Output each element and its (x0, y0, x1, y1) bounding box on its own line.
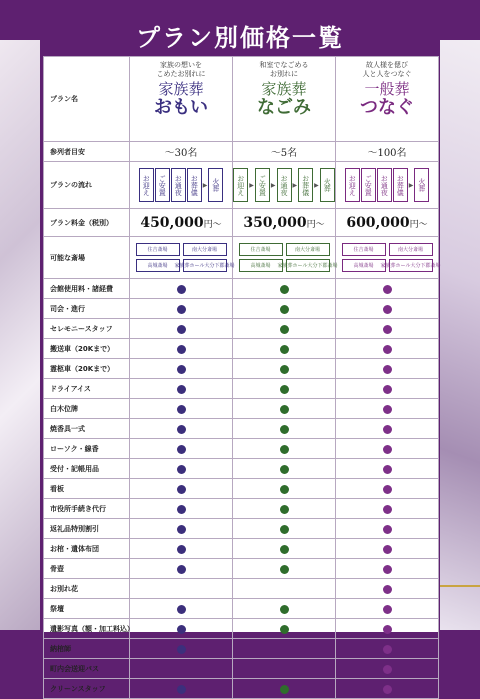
flow-omoi (130, 162, 233, 209)
included-dot-icon (280, 345, 289, 354)
arrow-right-icon: ▶ (408, 181, 414, 189)
arrow-right-icon: ▶ (292, 181, 298, 189)
plan-name: おもい (154, 97, 208, 118)
flow-step: お葬儀 (298, 168, 313, 202)
service-cell-nagomi (233, 639, 336, 659)
service-cell-tsunagu (336, 339, 439, 359)
included-dot-icon (280, 685, 289, 694)
included-dot-icon (177, 405, 186, 414)
price-comparison-table (43, 56, 439, 699)
service-cell-nagomi (233, 359, 336, 379)
arrow-right-icon: ▶ (270, 181, 276, 189)
included-dot-icon (383, 325, 392, 334)
service-cell-tsunagu (336, 419, 439, 439)
included-dot-icon (383, 685, 392, 694)
service-cell-nagomi (233, 499, 336, 519)
service-cell-tsunagu (336, 299, 439, 319)
included-dot-icon (177, 685, 186, 694)
row-label-plan-name: プラン名 (44, 57, 130, 142)
service-cell-tsunagu (336, 279, 439, 299)
service-cell-tsunagu (336, 479, 439, 499)
service-cell-omoi (130, 599, 233, 619)
service-cell-omoi (130, 399, 233, 419)
plan-subtitle: 人と人をつなぐ (362, 70, 412, 78)
included-dot-icon (280, 545, 289, 554)
service-name: お棺・遺体布団 (44, 539, 130, 559)
service-cell-omoi (130, 419, 233, 439)
service-cell-tsunagu (336, 659, 439, 679)
price-table-sheet (43, 56, 441, 693)
service-cell-nagomi (233, 559, 336, 579)
plan-type: 家族葬 (261, 80, 307, 98)
price-suffix: 円〜 (203, 219, 222, 230)
service-cell-tsunagu (336, 379, 439, 399)
plan-name-row (44, 57, 439, 142)
service-row (44, 499, 439, 519)
included-dot-icon (280, 305, 289, 314)
service-name: お別れ花 (44, 579, 130, 599)
service-row (44, 679, 439, 699)
service-name: ドライアイス (44, 379, 130, 399)
service-cell-tsunagu (336, 459, 439, 479)
flow-row (44, 162, 439, 209)
price-row (44, 209, 439, 237)
service-cell-tsunagu (336, 399, 439, 419)
included-dot-icon (280, 485, 289, 494)
service-row (44, 639, 439, 659)
service-cell-nagomi (233, 459, 336, 479)
flow-step: お迎え (233, 168, 248, 202)
venue-badge: 高城斎場 (342, 259, 386, 272)
venue-badge: 高城斎場 (136, 259, 180, 272)
included-dot-icon (177, 525, 186, 534)
included-dot-icon (383, 605, 392, 614)
service-cell-nagomi (233, 619, 336, 639)
flow-step: ご安置 (155, 168, 170, 202)
included-dot-icon (280, 285, 289, 294)
venue-badge: 住吉斎場 (136, 243, 180, 256)
service-cell-nagomi (233, 279, 336, 299)
service-cell-nagomi (233, 479, 336, 499)
service-name: 焼香具一式 (44, 419, 130, 439)
flow-nagomi (233, 162, 336, 209)
venue-badge: 南大分斎場 (286, 243, 330, 256)
included-dot-icon (280, 405, 289, 414)
flow-step: ご安置 (255, 168, 270, 202)
service-row (44, 339, 439, 359)
row-label-venues: 可能な斎場 (44, 237, 130, 279)
service-cell-tsunagu (336, 559, 439, 579)
service-cell-tsunagu (336, 579, 439, 599)
plan-header-omoi (130, 57, 233, 142)
included-dot-icon (280, 465, 289, 474)
flow-step: 火葬 (208, 168, 223, 202)
price-suffix: 円〜 (409, 219, 428, 230)
service-row (44, 599, 439, 619)
service-cell-tsunagu (336, 319, 439, 339)
service-cell-omoi (130, 539, 233, 559)
service-cell-omoi (130, 479, 233, 499)
included-dot-icon (383, 425, 392, 434)
included-dot-icon (177, 385, 186, 394)
service-cell-nagomi (233, 659, 336, 679)
service-row (44, 459, 439, 479)
included-dot-icon (177, 305, 186, 314)
flow-step: お葬儀 (393, 168, 408, 202)
service-name: 搬送車（20Kまで） (44, 339, 130, 359)
service-row (44, 439, 439, 459)
price-value: 600,000 (346, 214, 410, 231)
service-cell-tsunagu (336, 539, 439, 559)
service-name: 看板 (44, 479, 130, 499)
included-dot-icon (177, 365, 186, 374)
venue-badge: 高城斎場 (239, 259, 283, 272)
flow-step: お通夜 (377, 168, 392, 202)
included-dot-icon (383, 505, 392, 514)
service-row (44, 319, 439, 339)
included-dot-icon (383, 445, 392, 454)
included-dot-icon (177, 505, 186, 514)
service-cell-omoi (130, 619, 233, 639)
service-row (44, 399, 439, 419)
service-name: 会館使用料・諸経費 (44, 279, 130, 299)
included-dot-icon (383, 385, 392, 394)
service-cell-omoi (130, 519, 233, 539)
service-cell-tsunagu (336, 679, 439, 699)
plan-type: 家族葬 (158, 80, 204, 98)
service-cell-tsunagu (336, 359, 439, 379)
service-cell-omoi (130, 639, 233, 659)
included-dot-icon (280, 365, 289, 374)
price-value: 350,000 (243, 214, 307, 231)
venue-badge: 住吉斎場 (239, 243, 283, 256)
included-dot-icon (280, 425, 289, 434)
venue-badge: 南大分斎場 (389, 243, 433, 256)
service-cell-omoi (130, 439, 233, 459)
service-cell-nagomi (233, 599, 336, 619)
service-cell-nagomi (233, 519, 336, 539)
service-row (44, 419, 439, 439)
flow-step: お葬儀 (187, 168, 202, 202)
service-row (44, 279, 439, 299)
flow-step: 火葬 (320, 168, 335, 202)
service-cell-omoi (130, 339, 233, 359)
included-dot-icon (177, 565, 186, 574)
service-row (44, 559, 439, 579)
service-cell-tsunagu (336, 519, 439, 539)
plan-subtitle: 故人様を偲び (366, 61, 408, 69)
included-dot-icon (383, 645, 392, 654)
arrow-right-icon: ▶ (314, 181, 319, 189)
service-cell-omoi (130, 559, 233, 579)
service-name: ローソク・線香 (44, 439, 130, 459)
price-nagomi (233, 209, 336, 237)
included-dot-icon (383, 465, 392, 474)
service-name: 霊柩車（20Kまで） (44, 359, 130, 379)
venue-badge: 家族葬ホール大分下郡斎場 (183, 259, 227, 272)
included-dot-icon (177, 545, 186, 554)
service-cell-tsunagu (336, 619, 439, 639)
row-label-attendees: 参列者目安 (44, 142, 130, 162)
plan-header-tsunagu (336, 57, 439, 142)
flow-step: お通夜 (277, 168, 292, 202)
service-name: 骨壺 (44, 559, 130, 579)
included-dot-icon (383, 585, 392, 594)
included-dot-icon (177, 625, 186, 634)
included-dot-icon (383, 405, 392, 414)
included-dot-icon (177, 465, 186, 474)
plan-name: なごみ (257, 97, 311, 118)
service-name: セレモニースタッフ (44, 319, 130, 339)
service-cell-nagomi (233, 419, 336, 439)
service-row (44, 479, 439, 499)
plan-subtitle: 家族の想いを (160, 61, 202, 69)
row-label-price: プラン料金（税別） (44, 209, 130, 237)
service-cell-omoi (130, 279, 233, 299)
service-row (44, 359, 439, 379)
service-name: 受付・記帳用品 (44, 459, 130, 479)
included-dot-icon (280, 565, 289, 574)
service-row (44, 579, 439, 599)
included-dot-icon (177, 285, 186, 294)
arrow-right-icon: ▶ (202, 181, 208, 189)
included-dot-icon (280, 445, 289, 454)
plan-subtitle: お別れに (270, 70, 298, 78)
venues-tsunagu (336, 237, 439, 279)
service-name: 市役所手続き代行 (44, 499, 130, 519)
service-name: 返礼品特別割引 (44, 519, 130, 539)
included-dot-icon (177, 345, 186, 354)
attendees-nagomi: 〜5名 (233, 142, 336, 162)
service-row (44, 519, 439, 539)
service-cell-omoi (130, 379, 233, 399)
included-dot-icon (383, 305, 392, 314)
included-dot-icon (383, 565, 392, 574)
page-title: プラン別価格一覧 (136, 23, 344, 52)
service-row (44, 299, 439, 319)
service-name: クリーンスタッフ (44, 679, 130, 699)
venue-badge: 住吉斎場 (342, 243, 386, 256)
service-cell-omoi (130, 359, 233, 379)
service-name: 祭壇 (44, 599, 130, 619)
service-row (44, 379, 439, 399)
included-dot-icon (177, 425, 186, 434)
included-dot-icon (280, 525, 289, 534)
decorative-gold-line (440, 585, 480, 587)
flow-step: 火葬 (414, 168, 429, 202)
row-label-flow: プランの流れ (44, 162, 130, 209)
included-dot-icon (383, 545, 392, 554)
included-dot-icon (383, 285, 392, 294)
service-cell-tsunagu (336, 499, 439, 519)
plan-name: つなぐ (360, 97, 414, 118)
venue-badge: 南大分斎場 (183, 243, 227, 256)
service-cell-omoi (130, 459, 233, 479)
venue-badge: 家族葬ホール大分下郡斎場 (389, 259, 433, 272)
service-cell-nagomi (233, 439, 336, 459)
price-tsunagu (336, 209, 439, 237)
plan-header-nagomi (233, 57, 336, 142)
included-dot-icon (383, 665, 392, 674)
service-cell-nagomi (233, 399, 336, 419)
included-dot-icon (177, 445, 186, 454)
service-name: 納棺師 (44, 639, 130, 659)
services-body (44, 279, 439, 699)
included-dot-icon (383, 345, 392, 354)
service-cell-nagomi (233, 319, 336, 339)
plan-subtitle: こめたお別れに (156, 70, 206, 78)
included-dot-icon (280, 605, 289, 614)
price-value: 450,000 (140, 214, 204, 231)
included-dot-icon (383, 625, 392, 634)
decorative-panel-right (440, 40, 480, 630)
service-name: 白木位牌 (44, 399, 130, 419)
included-dot-icon (177, 645, 186, 654)
attendees-row (44, 142, 439, 162)
included-dot-icon (177, 485, 186, 494)
service-name: 司会・進行 (44, 299, 130, 319)
venue-badge: 家族葬ホール大分下郡斎場 (286, 259, 330, 272)
flow-step: お迎え (139, 168, 154, 202)
service-cell-omoi (130, 679, 233, 699)
arrow-right-icon: ▶ (249, 181, 254, 189)
included-dot-icon (280, 385, 289, 394)
venues-omoi (130, 237, 233, 279)
price-suffix: 円〜 (306, 219, 325, 230)
service-row (44, 619, 439, 639)
service-cell-nagomi (233, 579, 336, 599)
included-dot-icon (177, 325, 186, 334)
service-cell-tsunagu (336, 439, 439, 459)
service-row (44, 539, 439, 559)
service-cell-nagomi (233, 299, 336, 319)
price-omoi (130, 209, 233, 237)
service-cell-omoi (130, 299, 233, 319)
included-dot-icon (383, 525, 392, 534)
service-cell-nagomi (233, 679, 336, 699)
service-cell-tsunagu (336, 639, 439, 659)
venues-row (44, 237, 439, 279)
flow-step: お迎え (345, 168, 360, 202)
included-dot-icon (280, 505, 289, 514)
attendees-tsunagu: 〜100名 (336, 142, 439, 162)
flow-step: お通夜 (171, 168, 186, 202)
plan-type: 一般葬 (364, 80, 410, 98)
service-cell-nagomi (233, 379, 336, 399)
included-dot-icon (177, 605, 186, 614)
service-cell-nagomi (233, 339, 336, 359)
included-dot-icon (383, 365, 392, 374)
service-name: 町内会送迎バス (44, 659, 130, 679)
decorative-panel-left (0, 40, 40, 630)
venues-nagomi (233, 237, 336, 279)
flow-tsunagu (336, 162, 439, 209)
included-dot-icon (383, 485, 392, 494)
service-cell-omoi (130, 659, 233, 679)
included-dot-icon (280, 325, 289, 334)
flow-step: ご安置 (361, 168, 376, 202)
service-cell-omoi (130, 319, 233, 339)
plan-subtitle: 和室でなごめる (259, 61, 309, 69)
attendees-omoi: 〜30名 (130, 142, 233, 162)
included-dot-icon (280, 625, 289, 634)
service-cell-tsunagu (336, 599, 439, 619)
service-cell-omoi (130, 499, 233, 519)
service-cell-omoi (130, 579, 233, 599)
service-row (44, 659, 439, 679)
service-name: 遺影写真（額・加工料込） (44, 619, 130, 639)
service-cell-nagomi (233, 539, 336, 559)
